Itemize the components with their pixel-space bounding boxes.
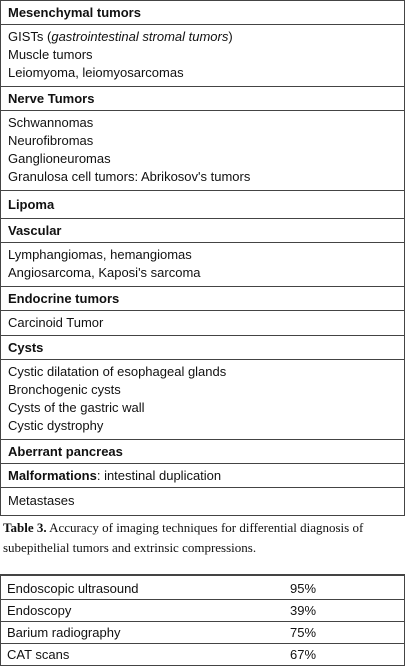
table-row: [1, 644, 404, 666]
section-title: Metastases: [8, 493, 75, 508]
technique-cell: Endoscopy: [7, 603, 72, 618]
list-item: Cystic dilatation of esophageal glands: [8, 364, 227, 379]
section-endocrine: [1, 287, 404, 311]
gist-prefix: GISTs (: [8, 29, 52, 44]
section-lipoma: [1, 191, 404, 219]
list-item: Bronchogenic cysts: [8, 382, 121, 397]
list-item: Lymphangiomas, hemangiomas: [8, 247, 192, 262]
section-items: [1, 25, 404, 87]
section-nerve: [1, 87, 404, 111]
list-item: Neurofibromas: [8, 133, 94, 148]
section-mesenchymal: [1, 1, 404, 25]
section-title: Lipoma: [8, 197, 55, 212]
list-item: Cysts of the gastric wall: [8, 400, 145, 415]
section-items: [1, 360, 404, 440]
list-item: Schwannomas: [8, 115, 94, 130]
gist-suffix: ): [228, 29, 233, 44]
section-title-row: [8, 467, 399, 484]
section-aberrant-pancreas: [1, 440, 404, 464]
section-items: [1, 311, 404, 336]
technique-cell: CAT scans: [7, 647, 70, 662]
list-item: Carcinoid Tumor: [8, 315, 104, 330]
gist-italic: gastrointestinal stromal tumors: [51, 29, 229, 44]
caption-label: Table 3.: [3, 520, 47, 535]
technique-cell: Endoscopic ultrasound: [7, 581, 139, 596]
accuracy-table: [0, 574, 405, 666]
section-items: [1, 243, 404, 287]
table-row: [1, 622, 404, 644]
list-item: Leiomyoma, leiomyosarcomas: [8, 65, 184, 80]
section-vascular: [1, 219, 404, 243]
accuracy-cell: 67%: [290, 647, 317, 662]
section-title: Cysts: [8, 340, 44, 355]
section-title: Nerve Tumors: [8, 91, 95, 106]
section-title: Malformations: [8, 468, 97, 483]
list-item: [8, 28, 399, 46]
section-title: Endocrine tumors: [8, 291, 120, 306]
section-items: [1, 111, 404, 191]
section-malformations: [1, 464, 404, 488]
caption-text: Accuracy of imaging techniques for differential diagnosis of subepithelial tumors and extrinsic compressions.: [3, 520, 364, 555]
list-item: Ganglioneuromas: [8, 151, 111, 166]
section-title: Aberrant pancreas: [8, 444, 123, 459]
table-top-rule: [1, 575, 404, 576]
section-title-rest: : intestinal duplication: [96, 468, 222, 483]
section-title: Vascular: [8, 223, 62, 238]
accuracy-cell: 95%: [290, 581, 317, 596]
accuracy-cell: 75%: [290, 625, 317, 640]
table-row: [1, 578, 404, 600]
section-title: Mesenchymal tumors: [8, 5, 141, 20]
list-item: Granulosa cell tumors: Abrikosov's tumors: [8, 169, 251, 184]
section-metastases: [1, 488, 404, 516]
table-caption: [3, 518, 403, 558]
list-item: Muscle tumors: [8, 47, 93, 62]
technique-cell: Barium radiography: [7, 625, 121, 640]
table-row: [1, 600, 404, 622]
list-item: Angiosarcoma, Kaposi's sarcoma: [8, 265, 201, 280]
list-item: Cystic dystrophy: [8, 418, 104, 433]
accuracy-cell: 39%: [290, 603, 317, 618]
section-cysts: [1, 336, 404, 360]
